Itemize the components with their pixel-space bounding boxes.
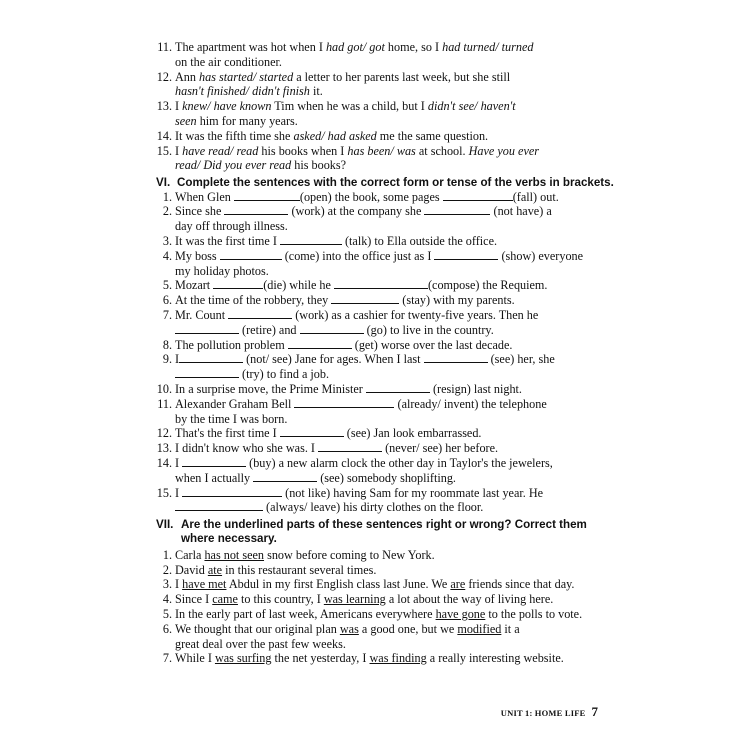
- item-number: 4.: [162, 592, 172, 607]
- exercise-line: [152, 500, 598, 515]
- sentence-continuation: on the air conditioner.: [175, 54, 282, 69]
- sentence-continuation: my holiday photos.: [175, 263, 269, 278]
- answer-blank[interactable]: [220, 249, 282, 260]
- sentence-text: I knew/ have known Tim when he was a child, but I didn't see/ haven't: [175, 99, 516, 114]
- sentence-text: That's the first time I (see) Jan look embarrassed.: [175, 426, 482, 441]
- section-number: VI.: [156, 175, 171, 189]
- exercise-line: [152, 55, 598, 70]
- item-number: 12.: [156, 69, 172, 84]
- sentence-continuation: by the time I was born.: [175, 411, 288, 426]
- answer-blank[interactable]: [179, 352, 243, 363]
- section-title: Complete the sentences with the correct form or tense of the verbs in brackets.: [177, 175, 614, 189]
- item-number: 11.: [157, 396, 172, 411]
- sentence-text: At the time of the robbery, they (stay) with my parents.: [175, 293, 515, 308]
- answer-blank[interactable]: [228, 308, 292, 319]
- exercise-line: [152, 382, 598, 397]
- answer-blank[interactable]: [331, 293, 399, 304]
- section-7-heading: [156, 517, 596, 532]
- item-number: 14.: [156, 128, 172, 143]
- item-number: 3.: [162, 577, 172, 592]
- item-number: 10.: [156, 381, 172, 396]
- answer-blank[interactable]: [213, 278, 263, 289]
- sentence-text: While I was surfing the net yesterday, I was finding a really interesting website.: [175, 651, 564, 666]
- answer-blank[interactable]: [175, 323, 239, 334]
- sentence-text: Alexander Graham Bell (already/ invent) the telephone: [175, 396, 547, 411]
- answer-blank[interactable]: [300, 323, 364, 334]
- answer-blank[interactable]: [182, 456, 246, 467]
- sentence-text: It was the fifth time she asked/ had asked me the same question.: [175, 128, 489, 143]
- exercise-line: [152, 338, 598, 353]
- item-number: 2.: [162, 562, 172, 577]
- answer-blank[interactable]: [175, 367, 239, 378]
- exercise-line: [152, 158, 598, 173]
- exercise-line: [152, 577, 598, 592]
- exercise-line: [152, 219, 598, 234]
- sentence-text: I have met Abdul in my first English class last June. We are friends since that day.: [175, 577, 575, 592]
- sentence-continuation: seen him for many years.: [175, 114, 298, 128]
- answer-blank[interactable]: [253, 471, 317, 482]
- item-number: 12.: [156, 426, 172, 441]
- item-number: 14.: [156, 455, 172, 470]
- sentence-text: David ate in this restaurant several times.: [175, 562, 377, 577]
- sentence-text: Mr. Count (work) as a cashier for twenty-five years. Then he: [175, 307, 539, 322]
- item-number: 5.: [162, 606, 172, 621]
- exercise-line: [152, 204, 598, 219]
- answer-blank[interactable]: [234, 190, 300, 201]
- page-number: 7: [591, 704, 598, 719]
- exercise-line: [152, 84, 598, 99]
- sentence-text: Ann has started/ started a letter to her parents last week, but she still: [175, 69, 511, 84]
- sentence-continuation: hasn't finished/ didn't finish it.: [175, 84, 323, 99]
- sentence-continuation: read/ Did you ever read his books?: [175, 158, 347, 173]
- answer-blank[interactable]: [224, 204, 288, 215]
- exercise-line: [152, 234, 598, 249]
- answer-blank[interactable]: [443, 190, 513, 201]
- exercise-line: [152, 548, 598, 563]
- sentence-text: We thought that our original plan was a good one, but we modified it a: [175, 621, 520, 636]
- exercise-line: [152, 397, 598, 412]
- exercise-line: [152, 367, 598, 382]
- exercise-line: [152, 651, 598, 666]
- exercise-line: [152, 323, 598, 338]
- item-number: 6.: [162, 293, 172, 308]
- item-number: 15.: [156, 143, 172, 158]
- sentence-text: Since I came to this country, I was learning a lot about the way of living here.: [175, 592, 554, 607]
- exercise-line: [152, 441, 598, 456]
- answer-blank[interactable]: [182, 486, 282, 497]
- exercise-line: [152, 293, 598, 308]
- exercise-line: [152, 352, 598, 367]
- answer-blank[interactable]: [424, 204, 490, 215]
- item-number: 6.: [162, 621, 172, 636]
- exercise-line: [152, 249, 598, 264]
- answer-blank[interactable]: [366, 382, 430, 393]
- section-title: Are the underlined parts of these sentences right or wrong? Correct them: [181, 517, 587, 531]
- unit-label: UNIT 1: HOME LIFE: [500, 708, 586, 718]
- exercise-line: [152, 99, 598, 114]
- exercise-line: [152, 114, 598, 129]
- exercise-line: [152, 456, 598, 471]
- exercise-line: [152, 308, 598, 323]
- sentence-text: Since she (work) at the company she (not have) a: [175, 204, 552, 219]
- answer-blank[interactable]: [280, 234, 342, 245]
- sentence-text: The apartment was hot when I had got/ got home, so I had turned/ turned: [175, 40, 534, 54]
- answer-blank[interactable]: [288, 338, 352, 349]
- exercise-line: [152, 40, 598, 55]
- exercise-line: [152, 412, 598, 427]
- item-number: 5.: [162, 278, 172, 293]
- section-number: VII.: [156, 517, 174, 531]
- exercise-line: [152, 486, 598, 501]
- exercise-line: [152, 637, 598, 652]
- item-number: 13.: [156, 441, 172, 456]
- item-number: 11.: [157, 40, 172, 54]
- answer-blank[interactable]: [424, 352, 488, 363]
- sentence-text: Mozart (die) while he (compose) the Requiem.: [175, 278, 548, 293]
- sentence-continuation: great deal over the past few weeks.: [175, 636, 346, 651]
- sentence-text: I (buy) a new alarm clock the other day in Taylor's the jewelers,: [175, 455, 553, 470]
- sentence-continuation: when I actually (see) somebody shoplifting.: [175, 470, 456, 485]
- answer-blank[interactable]: [175, 500, 263, 511]
- item-number: 3.: [162, 233, 172, 248]
- answer-blank[interactable]: [294, 397, 394, 408]
- sentence-text: I (not/ see) Jane for ages. When I last (see) her, she: [175, 352, 555, 367]
- exercise-line: [152, 190, 598, 205]
- sentence-text: Carla has not seen snow before coming to New York.: [175, 547, 435, 562]
- sentence-text: I (not like) having Sam for my roommate last year. He: [175, 485, 544, 500]
- item-number: 13.: [156, 99, 172, 114]
- sentence-continuation: (retire) and (go) to live in the country.: [175, 323, 598, 338]
- item-number: 4.: [162, 248, 172, 263]
- sentence-continuation: (try) to find a job.: [175, 367, 598, 382]
- section-6-heading: [156, 175, 614, 190]
- sentence-text: In the early part of last week, Americans everywhere have gone to the polls to vote.: [175, 606, 583, 621]
- item-number: 8.: [162, 337, 172, 352]
- answer-blank[interactable]: [280, 426, 344, 437]
- item-number: 7.: [162, 307, 172, 322]
- exercise-line: [152, 592, 598, 607]
- answer-blank[interactable]: [434, 249, 498, 260]
- sentence-text: It was the first time I (talk) to Ella outside the office.: [175, 233, 498, 248]
- page-footer: [480, 703, 598, 721]
- item-number: 2.: [162, 204, 172, 219]
- item-number: 15.: [156, 485, 172, 500]
- exercise-line: [152, 264, 598, 279]
- item-number: 9.: [162, 352, 172, 367]
- item-number: 1.: [162, 547, 172, 562]
- sentence-text: When Glen (open) the book, some pages (fall) out.: [175, 189, 559, 204]
- sentence-continuation: (always/ leave) his dirty clothes on the floor.: [175, 500, 598, 515]
- exercise-line: [152, 278, 598, 293]
- sentence-continuation: day off through illness.: [175, 219, 288, 234]
- exercise-line: [152, 563, 598, 578]
- exercise-line: [152, 144, 598, 159]
- section-title: where necessary.: [181, 532, 277, 546]
- answer-blank[interactable]: [334, 278, 428, 289]
- exercise-line: [152, 129, 598, 144]
- sentence-text: In a surprise move, the Prime Minister (resign) last night.: [175, 381, 522, 396]
- item-number: 1.: [162, 189, 172, 204]
- sentence-text: My boss (come) into the office just as I (show) everyone: [175, 248, 584, 263]
- exercise-line: [152, 471, 598, 486]
- exercise-line: [152, 426, 598, 441]
- exercise-line: [152, 70, 598, 85]
- sentence-text: The pollution problem (get) worse over the last decade.: [175, 337, 513, 352]
- sentence-text: I have read/ read his books when I has been/ was at school. Have you ever: [175, 143, 540, 158]
- sentence-text: I didn't know who she was. I (never/ see) her before.: [175, 441, 499, 456]
- answer-blank[interactable]: [318, 441, 382, 452]
- exercise-line: [152, 622, 598, 637]
- item-number: 7.: [162, 651, 172, 666]
- exercise-line: [152, 607, 598, 622]
